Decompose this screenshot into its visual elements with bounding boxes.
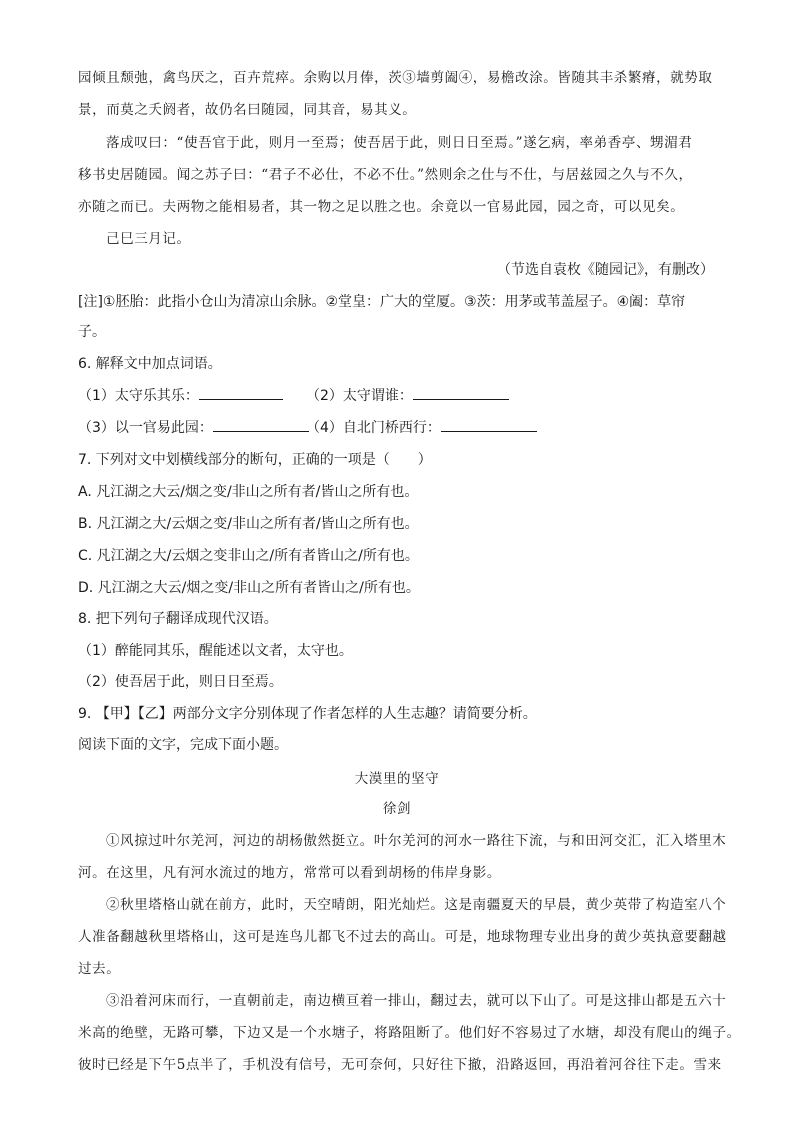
- article-line: 彼时已经是下午5点半了，手机没有信号，无可奈何，只好往下撤，沿路返回，再沿着河谷往下走。雪来: [78, 1057, 722, 1073]
- question-7-option-c: C. 凡江湖之大/云烟之变非山之/所有者皆山之/所有也。: [78, 548, 419, 564]
- notes-line: 子。: [78, 324, 106, 340]
- answer-blank[interactable]: [213, 417, 309, 432]
- article-line: 过去。: [78, 961, 121, 977]
- passage-line: 景，而莫之夭阏者，故仍名曰随园，同其音，易其义。: [78, 102, 417, 118]
- passage-line: 落成叹曰：“使吾官于此，则月一至焉；使吾居于此，则日日至焉。”遂乞病，率弟香亭、甥湄君: [106, 135, 693, 151]
- question-7-option-a: A. 凡江湖之大云/烟之变/非山之所有者/皆山之所有也。: [78, 484, 419, 500]
- question-9-title: 9. 【甲】【乙】两部分文字分别体现了作者怎样的人生志趣？请简要分析。: [78, 706, 537, 722]
- question-6-title: 6. 解释文中加点词语。: [78, 356, 222, 372]
- passage-source: （节选自袁枚《随园记》，有删改）: [497, 262, 714, 278]
- article-author: 徐剑: [382, 801, 412, 817]
- question-6-item-3: （3）以一官易此园：: [78, 420, 213, 436]
- question-6-row-2: [78, 417, 309, 437]
- article-line: ②秋里塔格山就在前方，此时，天空晴朗，阳光灿烂。这是南疆夏天的早晨，黄少英带了构造室八个: [106, 897, 727, 913]
- question-6-item-4: （4）自北门桥西行：: [306, 420, 441, 436]
- question-8-item-2: （2）使吾居于此，则日日至焉。: [78, 674, 283, 690]
- article-line: ③沿着河床而行，一直朝前走，南边横亘着一排山，翻过去，就可以下山了。可是这排山都是五六十: [106, 993, 727, 1009]
- question-8-title: 8. 把下列句子翻译成现代汉语。: [78, 611, 278, 627]
- question-6-row-2b: [306, 417, 537, 437]
- article-line: ①风掠过叶尔羌河，河边的胡杨傲然挺立。叶尔羌河的河水一路往下流，与和田河交汇，汇入塔里木: [106, 833, 727, 849]
- answer-blank[interactable]: [199, 385, 283, 400]
- notes-line: [注]①胚胎：此指小仓山为清凉山余脉。②堂皇：广大的堂厦。③茨：用茅或苇盖屋子。④阖：草帘: [78, 294, 686, 310]
- article-line: 米高的绝壁，无路可攀，下边又是一个水塘子，将路阻断了。他们好不容易过了水塘，却没有爬山的绳子。: [78, 1025, 741, 1041]
- question-6-item-2: （2）太守谓谁：: [306, 388, 413, 404]
- question-6-row-1b: [306, 385, 509, 405]
- answer-blank[interactable]: [441, 417, 537, 432]
- question-7-option-b: B. 凡江湖之大/云烟之变/非山之所有者/皆山之所有也。: [78, 516, 419, 532]
- question-6-row-1: [78, 385, 283, 405]
- article-title: 大漠里的坚守: [354, 771, 440, 787]
- passage-line: 园倾且颓弛，禽鸟厌之，百卉荒瘁。余购以月俸，茨③墙剪阖④，易檐改涂。皆随其丰杀繁瘠，就势取: [78, 70, 713, 86]
- question-6-item-1: （1）太守乐其乐：: [78, 388, 199, 404]
- question-7-option-d: D. 凡江湖之大云/烟之变/非山之所有者皆山之/所有也。: [78, 580, 420, 596]
- article-line: 人准备翻越秋里塔格山，这可是连鸟儿都飞不过去的高山。可是，地球物理专业出身的黄少英执意要翻越: [78, 929, 727, 945]
- reading-intro: 阅读下面的文字，完成下面小题。: [78, 737, 288, 753]
- passage-line: 亦随之而已。夫两物之能相易者，其一物之足以胜之也。余竟以一官易此园，园之奇，可以见矣。: [78, 199, 685, 215]
- answer-blank[interactable]: [413, 385, 509, 400]
- question-8-item-1: （1）醉能同其乐，醒能述以文者，太守也。: [78, 643, 353, 659]
- article-line: 河。在这里，凡有河水流过的地方，常常可以看到胡杨的伟岸身影。: [78, 865, 501, 881]
- passage-line: 己巳三月记。: [106, 231, 191, 247]
- question-7-title: 7. 下列对文中划横线部分的断句，正确的一项是（ ）: [78, 452, 432, 468]
- passage-line: 移书史居随园。闻之苏子曰：“君子不必仕，不必不仕。”然则余之仕与不仕，与居兹园之久与不久，: [78, 167, 693, 183]
